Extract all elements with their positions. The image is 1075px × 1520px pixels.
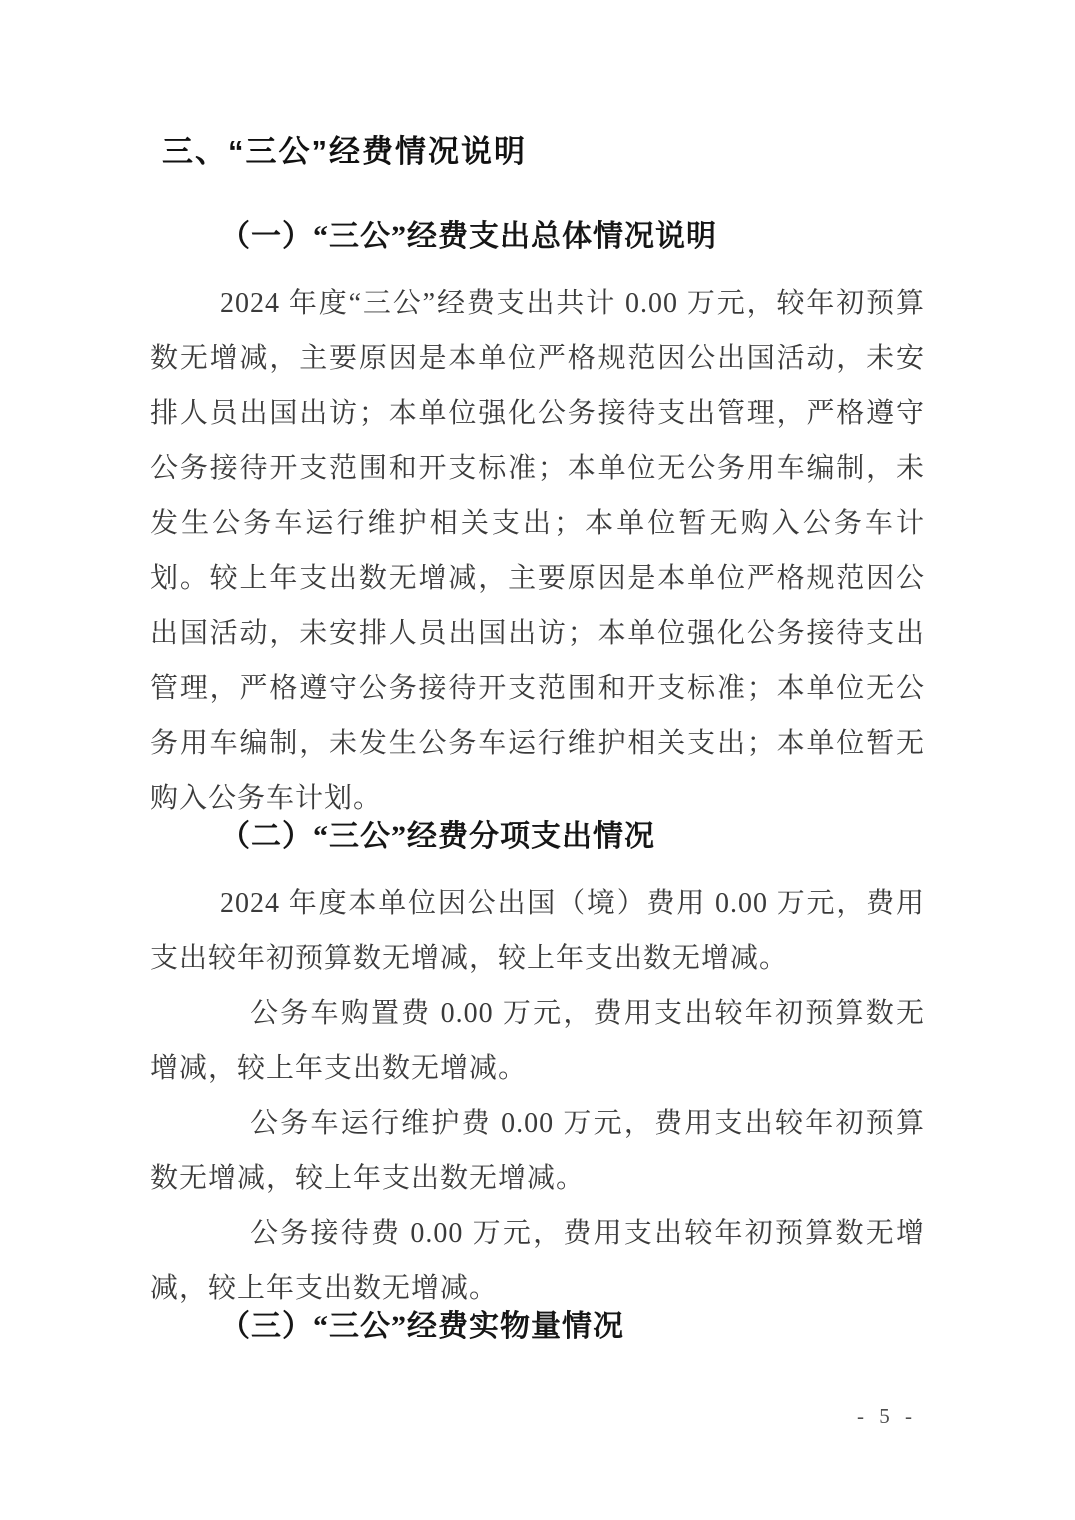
section-2-subheading: （二）“三公”经费分项支出情况 — [220, 820, 655, 853]
page-number: - 5 - — [857, 1404, 917, 1428]
section-2-paragraph-1: 2024 年度本单位因公出国（境）费用 0.00 万元，费用支出较年初预算数无增减，较上年支出数无增减。 — [150, 888, 925, 974]
section-2-paragraph-3: 公务车运行维护费 0.00 万元，费用支出较年初预算数无增减，较上年支出数无增减。 — [150, 1108, 925, 1194]
document-heading: 三、“三公”经费情况说明 — [162, 134, 527, 169]
section-2-paragraph-4: 公务接待费 0.00 万元，费用支出较年初预算数无增减，较上年支出数无增减。 — [150, 1218, 925, 1304]
section-1-paragraph: 2024 年度“三公”经费支出共计 0.00 万元，较年初预算数无增减，主要原因是本单位严格规范因公出国活动，未安排人员出国出访；本单位强化公务接待支出管理，严格遵守公务接待开支范围和开支标准；本单位无公务用车编制，未发生公务车运行维护相关支出；本单位暂无购入公务车计划。较上年支出数无增减，主要原因是本单位严格规范因公出国活动，未安排人员出国出访；本单位强化公务接待支出管理，严格遵守公务接待开支范围和开支标准；本单位无公务用车编制，未发生公务车运行维护相关支出；本单位暂无购入公务车计划。 — [150, 288, 925, 814]
section-3-subheading: （三）“三公”经费实物量情况 — [220, 1310, 624, 1343]
section-1-subheading: （一）“三公”经费支出总体情况说明 — [220, 220, 717, 253]
section-2-paragraph-2: 公务车购置费 0.00 万元，费用支出较年初预算数无增减，较上年支出数无增减。 — [150, 998, 925, 1084]
